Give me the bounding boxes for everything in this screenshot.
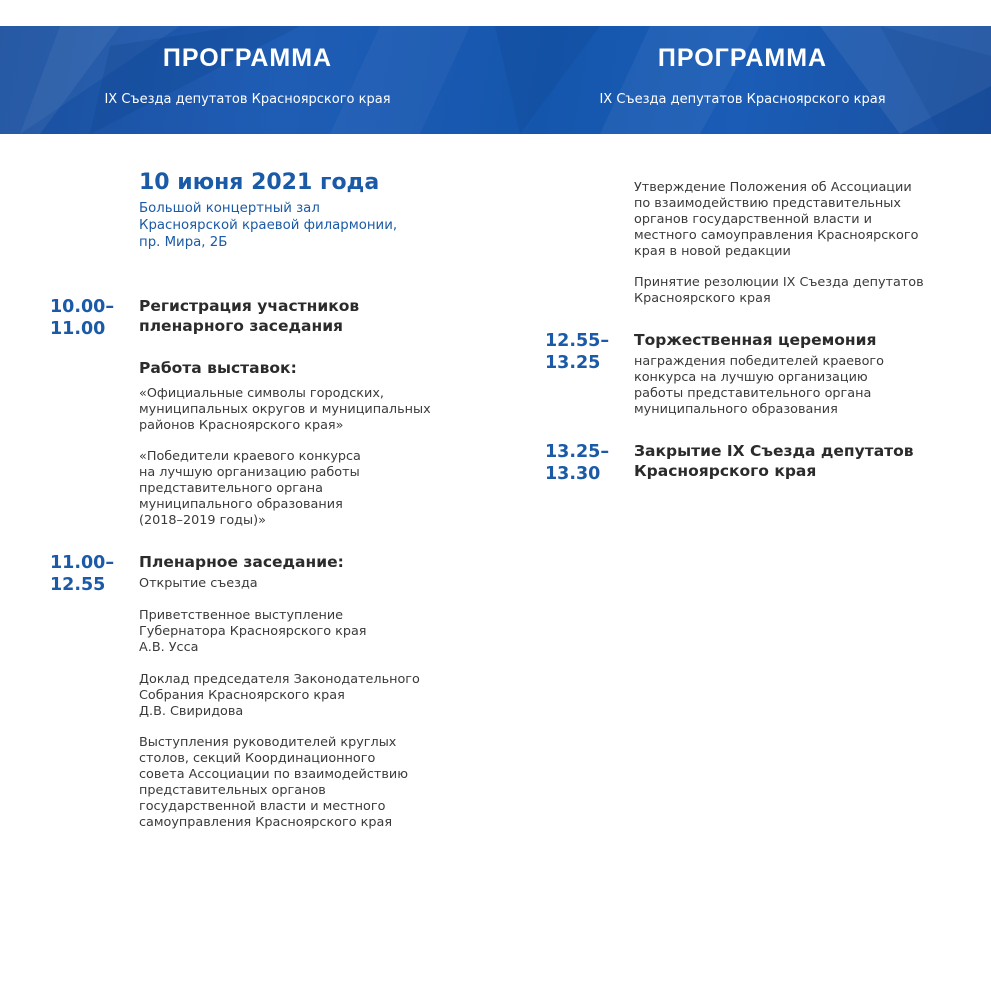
session-time: 13.25– 13.30 — [545, 442, 610, 484]
session-time: 12.55– 13.25 — [545, 331, 610, 373]
header-left — [0, 26, 495, 134]
session-heading: Пленарное заседание: — [139, 553, 344, 571]
agenda-item: Принятие резолюции IX Съезда депутатов Красноярского края — [634, 275, 924, 306]
event-venue: Большой концертный зал Красноярской краевой филармонии, пр. Мира, 2Б — [139, 201, 398, 250]
agenda-item: Открытие съезда — [139, 576, 258, 591]
session-description: награждения победителей краевого конкурса на лучшую организацию работы представительного органа муниципального образования — [634, 354, 884, 417]
page-title-right: ПРОГРАММА — [657, 44, 828, 72]
event-date: 10 июня 2021 года — [139, 170, 380, 195]
session-heading: Торжественная церемония — [634, 331, 877, 349]
session-time: 10.00– 11.00 — [50, 297, 115, 339]
header-banner — [0, 26, 991, 134]
session-heading: Регистрация участников пленарного заседания — [139, 297, 360, 335]
page-subtitle-right: IX Съезда депутатов Красноярского края — [599, 92, 886, 107]
page-title-left: ПРОГРАММА — [162, 44, 333, 72]
header-right — [495, 26, 990, 134]
exhibition-item: «Официальные символы городских, муниципальных округов и муниципальных районов Красноярского края» — [139, 386, 431, 433]
agenda-item: Доклад председателя Законодательного Собрания Красноярского края Д.В. Свиридова — [139, 672, 420, 719]
agenda-item: Приветственное выступление Губернатора Красноярского края А.В. Усса — [139, 608, 367, 655]
session-heading: Закрытие IX Съезда депутатов Красноярского края — [634, 442, 914, 480]
page-subtitle-left: IX Съезда депутатов Красноярского края — [104, 92, 391, 107]
agenda-item: Утверждение Положения об Ассоциации по взаимодействию представительных органов государственной власти и местного самоуправления Красноярского края в новой редакции — [634, 180, 919, 259]
agenda-item: Выступления руководителей круглых столов, секций Координационного совета Ассоциации по взаимодействию представительных органов государственной власти и местного самоуправления Красноярского края — [139, 735, 408, 830]
session-time: 11.00– 12.55 — [50, 553, 115, 595]
exhibitions-heading: Работа выставок: — [139, 359, 297, 377]
exhibition-item: «Победители краевого конкурса на лучшую организацию работы представительного органа муниципального образования (2018–2019 годы)» — [139, 449, 361, 528]
